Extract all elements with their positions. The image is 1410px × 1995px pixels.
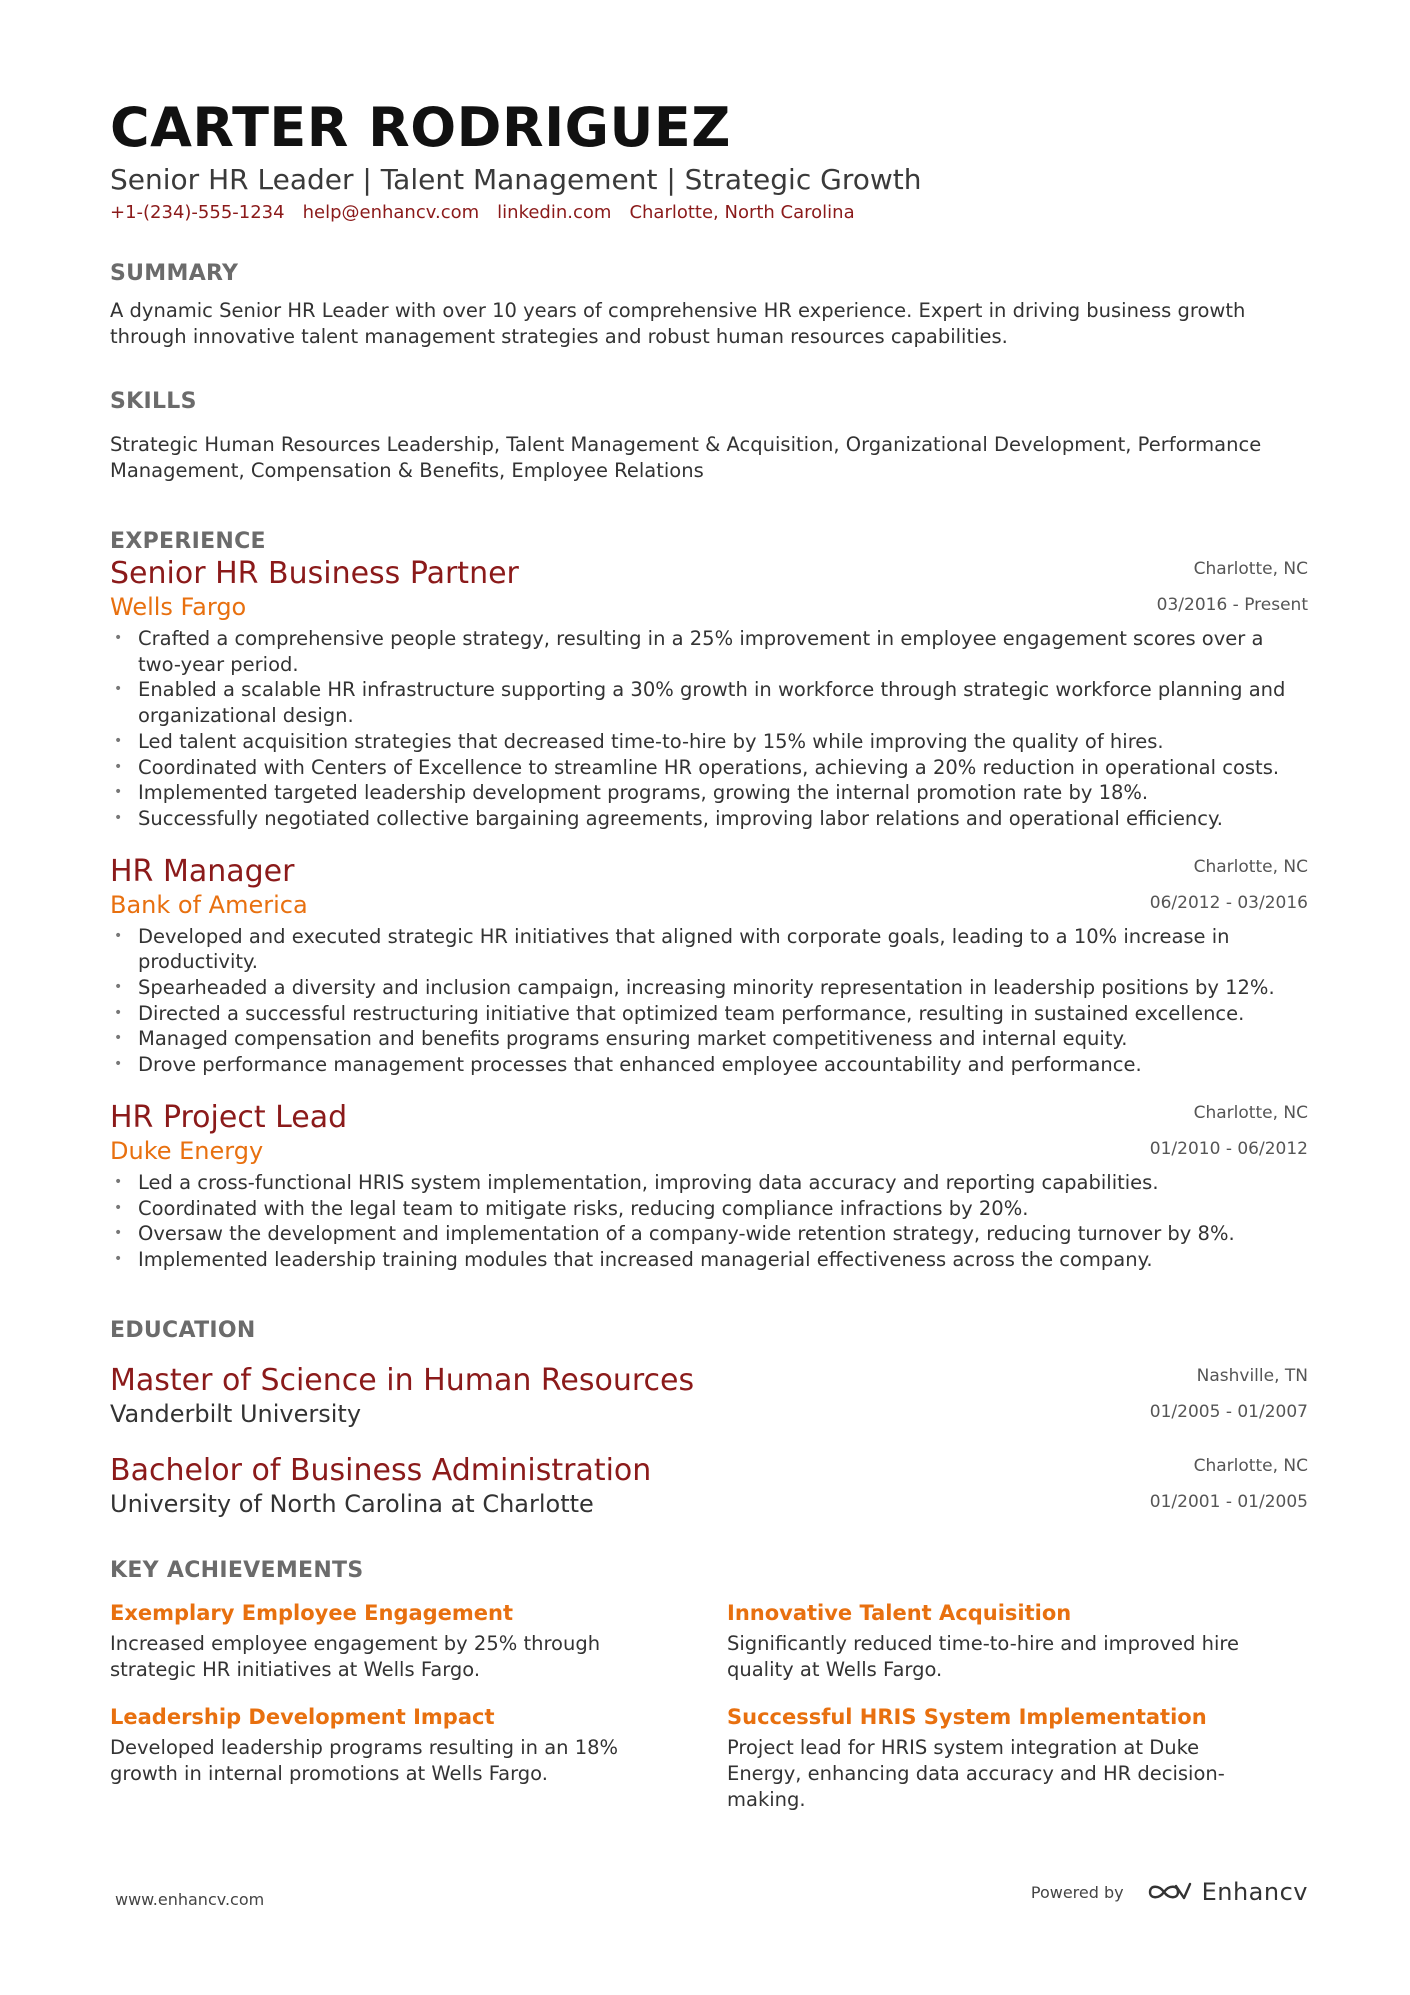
section-title-education: EDUCATION	[110, 1317, 256, 1343]
section-title-experience: EXPERIENCE	[110, 529, 266, 554]
education-entry	[110, 1453, 1308, 1519]
experience-entry-header	[110, 556, 1308, 620]
bullet-item	[110, 1001, 1308, 1027]
achievements-section	[110, 1557, 1308, 1813]
achievement-title: Innovative Talent Acquisition	[727, 1600, 1072, 1625]
achievement-title: Leadership Development Impact	[110, 1704, 495, 1729]
experience-entry	[110, 556, 1308, 832]
degree-title: Bachelor of Business Administration	[110, 1452, 652, 1488]
achievement-item	[110, 1703, 727, 1813]
bullet-dot-icon: •	[114, 809, 123, 826]
footer-branding	[1031, 1878, 1308, 1906]
bullet-item	[110, 975, 1308, 1001]
bullet-text: Implemented leadership training modules that increased managerial effectiveness across the company.	[138, 1247, 1153, 1271]
job-bullets	[110, 626, 1308, 832]
bullet-text: Spearheaded a diversity and inclusion campaign, increasing minority representation in leadership positions by 12%.	[138, 976, 1275, 1000]
skills-section	[110, 388, 1308, 484]
bullet-dot-icon: •	[114, 681, 123, 698]
education-entry	[110, 1363, 1308, 1429]
summary-text: A dynamic Senior HR Leader with over 10 years of comprehensive HR experience. Expert in driving business growth through innovative talent management strategies and robust human resources capabilities.	[110, 299, 1246, 348]
job-bullets	[110, 1170, 1308, 1273]
bullet-text: Developed and executed strategic HR initiatives that aligned with corporate goals, leading to a 10% increase in productivity.	[138, 924, 1230, 974]
bullet-dot-icon: •	[114, 1199, 123, 1216]
achievement-description: Significantly reduced time-to-hire and improved hire quality at Wells Fargo.	[727, 1631, 1239, 1681]
achievement-title: Exemplary Employee Engagement	[110, 1600, 514, 1625]
contact-row	[110, 200, 1308, 226]
candidate-headline: Senior HR Leader | Talent Management | Strategic Growth	[110, 163, 922, 196]
achievement-item	[727, 1599, 1308, 1683]
bullet-text: Enabled a scalable HR infrastructure supporting a 30% growth in workforce through strategic workforce planning and organizational design.	[138, 678, 1286, 728]
bullet-dot-icon: •	[114, 1225, 123, 1242]
section-title-skills: SKILLS	[110, 389, 197, 414]
education-location: Charlotte, NC	[1193, 1455, 1308, 1476]
bullet-dot-icon: •	[114, 630, 123, 646]
achievement-title: Successful HRIS System Implementation	[727, 1704, 1207, 1729]
school-name: University of North Carolina at Charlotte	[110, 1489, 594, 1518]
bullet-dot-icon: •	[114, 758, 123, 775]
job-title: HR Project Lead	[110, 1099, 348, 1135]
bullet-item	[110, 1052, 1308, 1078]
bullet-item	[110, 1221, 1308, 1247]
bullet-text: Oversaw the development and implementation of a company-wide retention strategy, reducing turnover by 8%.	[138, 1222, 1235, 1246]
bullet-item	[110, 755, 1308, 781]
achievement-description: Project lead for HRIS system integration at Duke Energy, enhancing data accuracy and HR decision-making.	[727, 1735, 1225, 1811]
bullet-item	[110, 1196, 1308, 1222]
job-bullets	[110, 924, 1308, 1078]
bullet-text: Managed compensation and benefits programs ensuring market competitiveness and internal equity.	[138, 1027, 1128, 1051]
degree-title: Master of Science in Human Resources	[110, 1362, 695, 1398]
experience-entry	[110, 854, 1308, 1078]
bullet-item	[110, 1247, 1308, 1273]
resume-header	[110, 96, 1308, 226]
company-name: Bank of America	[110, 890, 308, 919]
bullet-text: Implemented targeted leadership development programs, growing the internal promotion rate by 18%.	[138, 781, 1149, 805]
footer-website[interactable]: www.enhancv.com	[115, 1890, 265, 1909]
bullet-text: Led a cross-functional HRIS system implementation, improving data accuracy and reporting capabilities.	[138, 1170, 1159, 1194]
bullet-item	[110, 924, 1308, 975]
bullet-dot-icon: •	[114, 784, 123, 801]
bullet-item	[110, 729, 1308, 755]
job-title: Senior HR Business Partner	[110, 556, 519, 591]
education-location: Nashville, TN	[1196, 1365, 1308, 1386]
bullet-text: Successfully negotiated collective bargaining agreements, improving labor relations and operational efficiency.	[138, 806, 1223, 830]
experience-entry-header	[110, 854, 1308, 918]
skills-text: Strategic Human Resources Leadership, Talent Management & Acquisition, Organizational Development, Performance Management, Compensation & Benefits, Employee Relations	[110, 433, 1262, 482]
contact-phone[interactable]: +1-(234)-555-1234	[110, 202, 285, 223]
summary-section	[110, 260, 1308, 350]
bullet-dot-icon: •	[114, 1056, 123, 1073]
contact-location: Charlotte, North Carolina	[629, 202, 855, 223]
experience-section	[110, 528, 1308, 1273]
job-location: Charlotte, NC	[1193, 559, 1308, 579]
bullet-item	[110, 780, 1308, 806]
candidate-name: CARTER RODRIGUEZ	[110, 96, 731, 159]
job-dates: 03/2016 - Present	[1156, 595, 1308, 615]
bullet-text: Coordinated with the legal team to mitigate risks, reducing compliance infractions by 20%.	[138, 1196, 1029, 1220]
job-dates: 01/2010 - 06/2012	[1149, 1138, 1308, 1159]
contact-linkedin[interactable]: linkedin.com	[497, 202, 612, 223]
job-location: Charlotte, NC	[1193, 856, 1308, 877]
bullet-dot-icon: •	[114, 1250, 123, 1267]
job-location: Charlotte, NC	[1193, 1102, 1308, 1123]
brand-logo[interactable]	[1146, 1878, 1308, 1906]
section-title-summary: SUMMARY	[110, 261, 239, 286]
school-name: Vanderbilt University	[110, 1399, 362, 1428]
bullet-item	[110, 626, 1308, 677]
achievement-description: Developed leadership programs resulting in an 18% growth in internal promotions at Wells Fargo.	[110, 1735, 619, 1785]
bullet-dot-icon: •	[114, 979, 123, 996]
experience-entry	[110, 1100, 1308, 1273]
bullet-item	[110, 677, 1308, 728]
bullet-dot-icon: •	[114, 1173, 123, 1190]
enhancv-logo-icon	[1146, 1880, 1192, 1904]
resume-page	[110, 96, 1308, 1813]
bullet-item	[110, 1026, 1308, 1052]
bullet-dot-icon: •	[114, 927, 123, 944]
bullet-text: Directed a successful restructuring initiative that optimized team performance, resulting in sustained excellence.	[138, 1001, 1245, 1025]
bullet-dot-icon: •	[114, 1004, 123, 1021]
bullet-text: Crafted a comprehensive people strategy, resulting in a 25% improvement in employee engagement scores over a two-year period.	[138, 627, 1264, 676]
bullet-item	[110, 1170, 1308, 1196]
company-name: Duke Energy	[110, 1136, 264, 1165]
education-dates: 01/2001 - 01/2005	[1149, 1491, 1308, 1512]
job-title: HR Manager	[110, 853, 295, 889]
education-section	[110, 1317, 1308, 1519]
bullet-dot-icon: •	[114, 1030, 123, 1047]
contact-email[interactable]: help@enhancv.com	[302, 202, 480, 223]
education-dates: 01/2005 - 01/2007	[1149, 1401, 1308, 1422]
achievement-description: Increased employee engagement by 25% through strategic HR initiatives at Wells Fargo.	[110, 1631, 601, 1681]
bullet-text: Led talent acquisition strategies that decreased time-to-hire by 15% while improving the quality of hires.	[138, 729, 1164, 753]
bullet-dot-icon: •	[114, 732, 123, 749]
brand-name: Enhancv	[1201, 1878, 1308, 1906]
achievement-item	[727, 1703, 1308, 1813]
company-name: Wells Fargo	[110, 593, 247, 621]
bullet-item	[110, 806, 1308, 832]
job-dates: 06/2012 - 03/2016	[1149, 892, 1308, 913]
section-title-achievements: KEY ACHIEVEMENTS	[110, 1557, 364, 1583]
experience-entry-header	[110, 1100, 1308, 1164]
achievement-item	[110, 1599, 727, 1683]
bullet-text: Drove performance management processes that enhanced employee accountability and performance.	[138, 1053, 1142, 1077]
powered-by-label: Powered by	[1030, 1882, 1124, 1902]
bullet-text: Coordinated with Centers of Excellence to streamline HR operations, achieving a 20% reduction in operational costs.	[138, 755, 1280, 779]
achievements-grid	[110, 1599, 1308, 1813]
